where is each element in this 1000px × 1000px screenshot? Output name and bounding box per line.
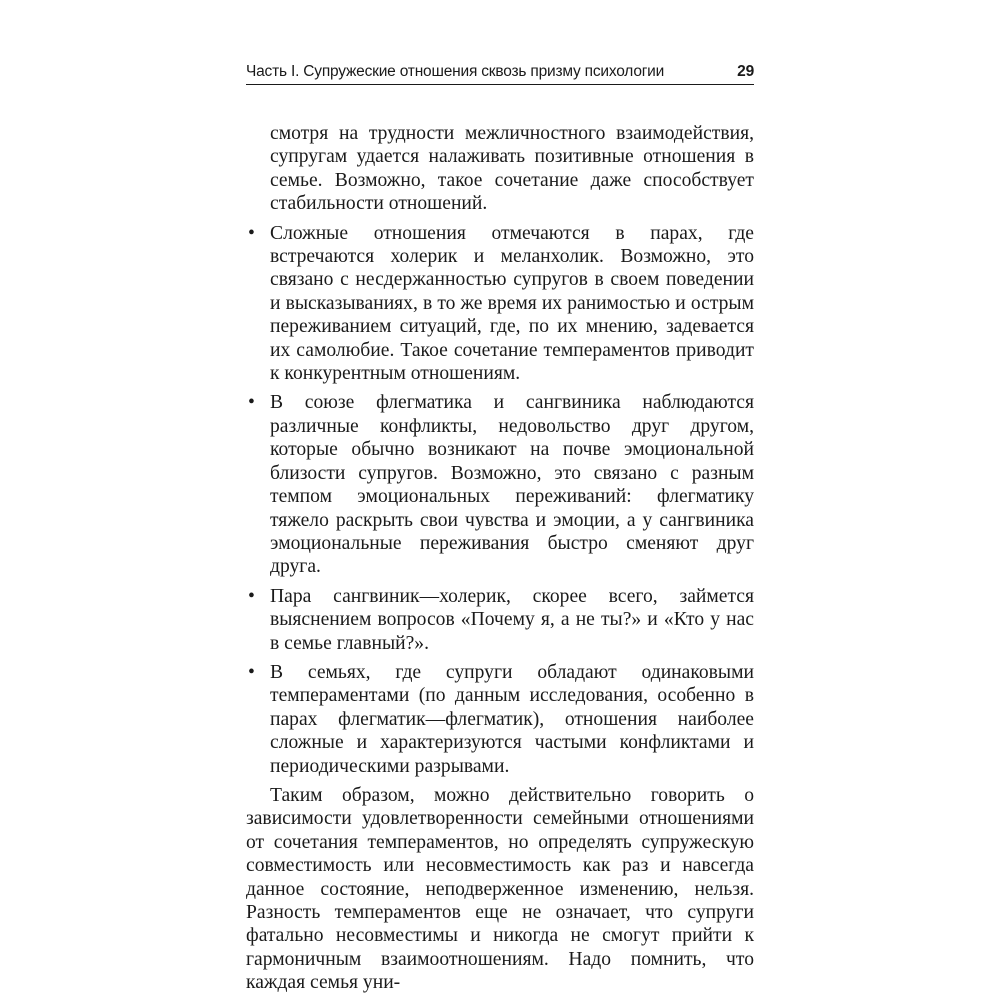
list-item (246, 222, 754, 386)
bullet-list (246, 222, 754, 778)
running-header (246, 60, 754, 85)
bullet-icon: • (248, 222, 255, 244)
list-item-text: Пара сангвиник—холерик, скорее всего, займется выяснением вопросов «Почему я, а не ты?» и «Кто у нас в семье главный?». (270, 585, 754, 654)
running-title: Часть I. Супружеские отношения сквозь призму психологии (246, 63, 665, 80)
continued-paragraph: смотря на трудности межличностного взаимодействия, супругам удается налаживать позитивные отношения в семье. Возможно, такое сочетание даже способствует стабильности отношений. (270, 123, 754, 215)
list-item-text: В семьях, где супруги обладают одинаковыми темпераментами (по данным исследования, особенно в парах флегматик—флегматик), отношения наиболее сложные и характеризуются частыми конфликтами и периодическими разрывами. (270, 661, 754, 777)
list-item (246, 391, 754, 578)
list-item (246, 585, 754, 655)
final-paragraph: Таким образом, можно действительно говорить о зависимости удовлетворенности семейными отношениями от сочетания темпераментов, но определять супружескую совместимость или несовместимость как раз и навсегда данное состояние, неподверженное изменению, нельзя. Разность темпераментов еще не означает, что супруги фатально несовместимы и никогда не смогут прийти к гармоничным взаимоотношениям. Надо помнить, что каждая семья уни- (246, 784, 754, 994)
bullet-icon: • (248, 392, 255, 414)
list-item-text: В союзе флегматика и сангвиника наблюдаются различные конфликты, недовольство друг другом, которые обычно возникают на почве эмоциональной близости супругов. Возможно, это связано с разным темпом эмоциональных переживаний: флегматику тяжело раскрыть свои чувства и эмоции, а у сангвиника эмоциональные переживания быстро сменяют друг друга. (270, 392, 754, 578)
list-item-text: Сложные отношения отмечаются в парах, где встречаются холерик и меланхолик. Возможно, это связано с несдержанностью супругов в своем поведении и высказываниях, в то же время их ранимостью и острым переживанием ситуаций, где, по их мнению, задевается их самолюбие. Такое сочетание темпераментов приводит к конкурентным отношениям. (270, 222, 754, 385)
page-number: 29 (737, 63, 754, 80)
body-text (246, 122, 754, 995)
list-item (246, 661, 754, 778)
bullet-icon: • (248, 585, 255, 607)
bullet-icon: • (248, 661, 255, 683)
